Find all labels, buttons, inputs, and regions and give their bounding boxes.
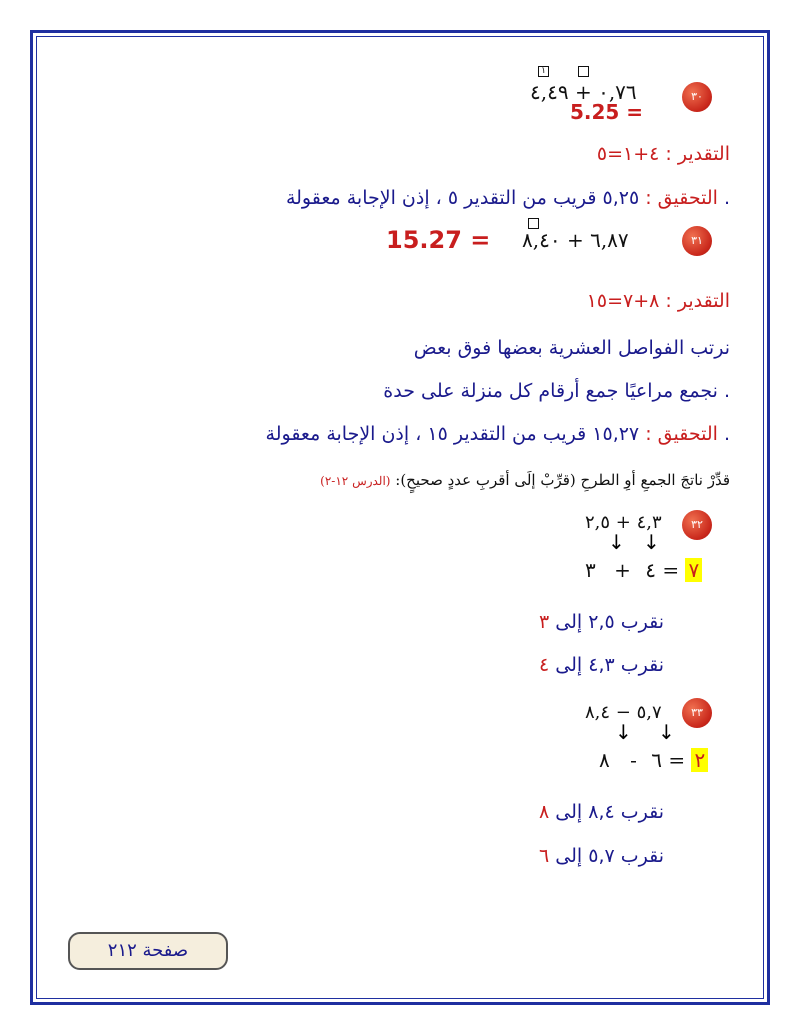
problem-expression: ٥,٧ − ٨,٤ <box>585 702 662 723</box>
verify-line <box>266 423 730 445</box>
operator: - <box>630 748 637 772</box>
problem-number-badge: ٣٢ <box>682 510 712 540</box>
estimate-line <box>597 143 730 165</box>
rounding-note: نقرب ٥,٧ إلى ٦ <box>539 845 664 867</box>
problem-expression: ٤,٣ + ٢,٥ <box>585 512 662 533</box>
step-text: نجمع مراعيًا جمع أرقام كل منزلة على حدة . <box>383 380 730 402</box>
estimate-value: ٤+١=٥ <box>596 143 660 165</box>
problem-expression: ٠,٧٦ + ٤,٤٩ <box>530 80 637 104</box>
down-arrow-icon: ↓ <box>643 530 660 554</box>
verify-label: التحقيق : <box>645 187 718 209</box>
estimate-line <box>587 290 730 312</box>
rounded-expression <box>585 558 702 582</box>
section-instruction <box>320 471 730 489</box>
answer-highlight: ٢ <box>691 748 708 772</box>
instruction-text: قدِّرْ ناتجَ الجمعِ أوِ الطرحِ (قرِّبْ إلَى أقربِ عددٍ صحيحٍ): <box>395 471 730 489</box>
rounding-note: نقرب ٢,٥ إلى ٣ <box>539 611 664 633</box>
verify-text: ٥,٢٥ قريب من التقدير ٥ ، إذن الإجابة معقولة . <box>285 187 730 209</box>
rounded-value: ٨ <box>599 748 610 772</box>
carry-box: ١ <box>538 66 549 77</box>
verify-text: ١٥,٢٧ قريب من التقدير ١٥ ، إذن الإجابة معقولة . <box>265 423 730 445</box>
problem-number-badge: ٣٣ <box>682 698 712 728</box>
down-arrow-icon: ↓ <box>615 720 632 744</box>
rounded-value: ٤ <box>645 558 656 582</box>
page-number-badge: صفحة ٢١٢ <box>68 932 228 970</box>
step-text: نرتب الفواصل العشرية بعضها فوق بعض <box>413 337 730 359</box>
carry-box <box>578 66 589 77</box>
rounding-note: نقرب ٤,٣ إلى ٤ <box>539 654 664 676</box>
rounded-value: ٣ <box>585 558 596 582</box>
verify-label: التحقيق : <box>645 423 718 445</box>
equals-sign: = <box>668 748 686 772</box>
problem-result: 5.25 = <box>570 100 644 124</box>
rounded-expression <box>585 748 708 772</box>
rounding-note: نقرب ٨,٤ إلى ٨ <box>539 801 664 823</box>
lesson-reference: (الدرس ١٢-٢) <box>320 474 391 488</box>
problem-expression: ٦,٨٧ + ٨,٤٠ <box>522 228 629 252</box>
estimate-label: التقدير : <box>665 290 730 312</box>
answer-highlight: ٧ <box>685 558 702 582</box>
verify-line <box>286 187 730 209</box>
problem-number-badge: ٣٠ <box>682 82 712 112</box>
equals-sign: = <box>662 558 680 582</box>
problem-result: 15.27 = <box>386 226 491 254</box>
estimate-label: التقدير : <box>665 143 730 165</box>
operator: + <box>614 558 631 582</box>
down-arrow-icon: ↓ <box>658 720 675 744</box>
digit-boxes <box>538 66 589 79</box>
estimate-value: ٨+٧=١٥ <box>586 290 660 312</box>
problem-number-badge: ٣١ <box>682 226 712 256</box>
down-arrow-icon: ↓ <box>608 530 625 554</box>
rounded-value: ٦ <box>651 748 662 772</box>
